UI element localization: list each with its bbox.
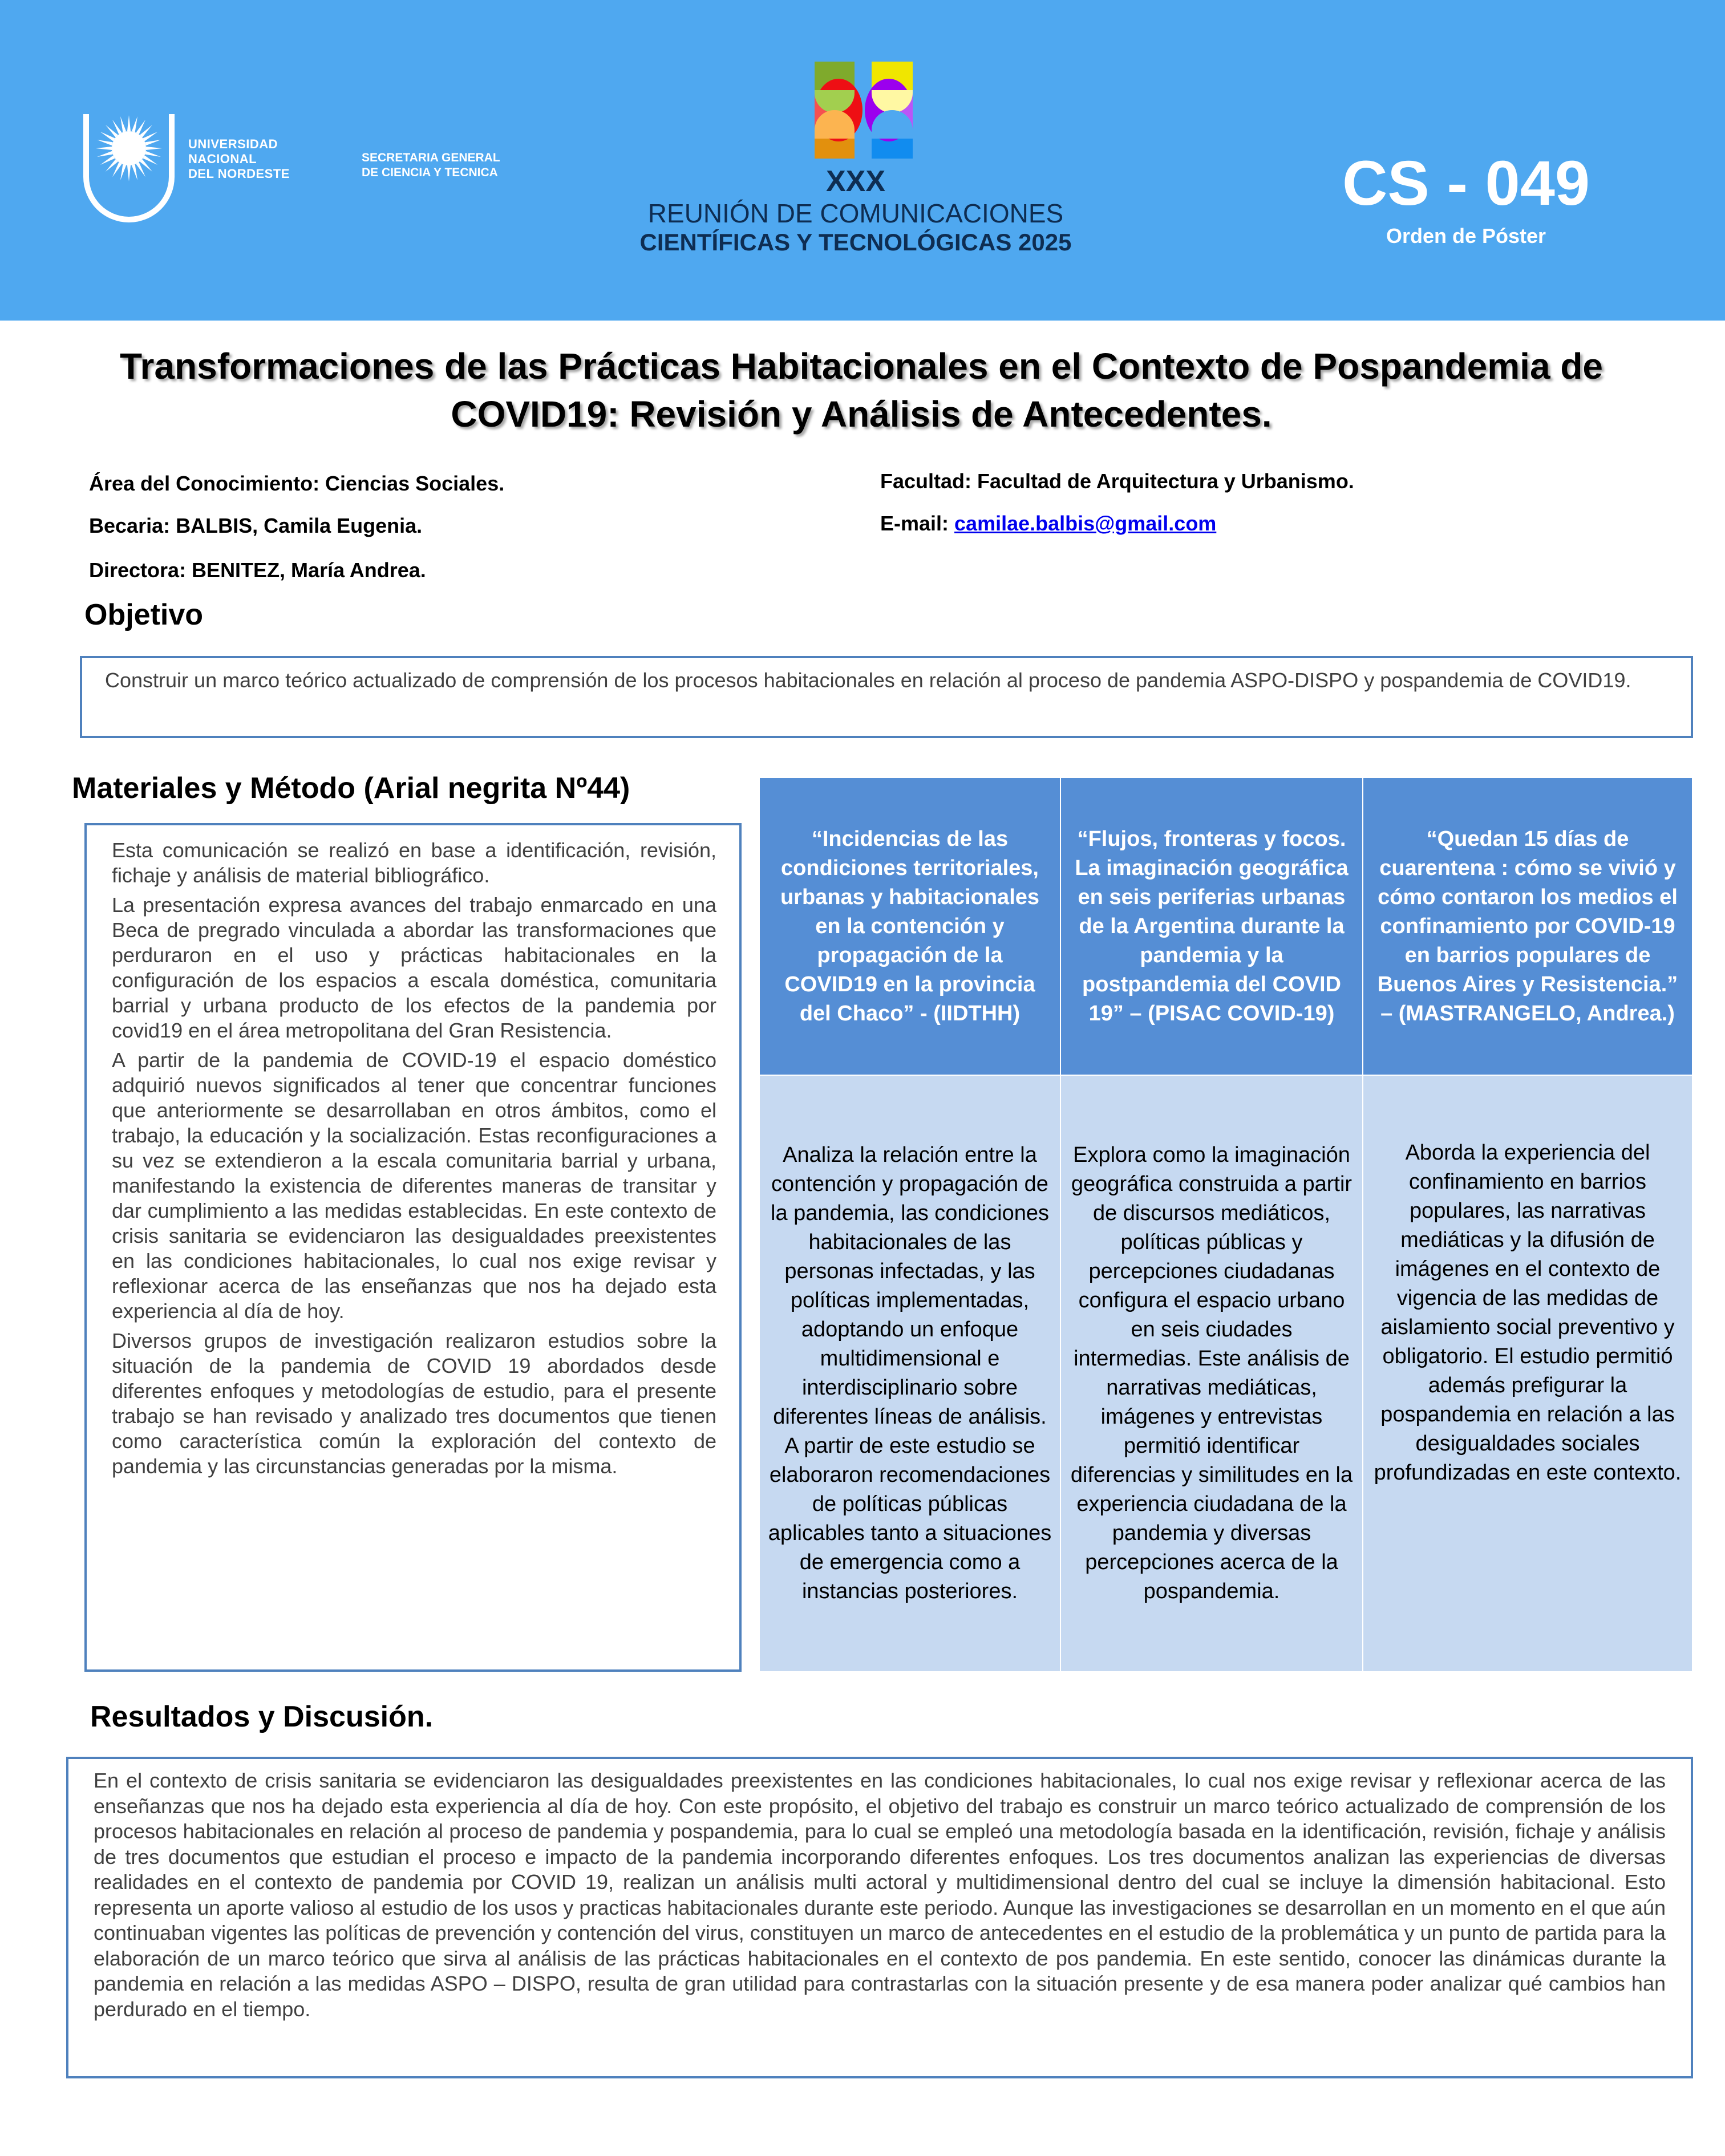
table-header-row	[759, 777, 1692, 1075]
poster-title: Transformaciones de las Prácticas Habitacionales en el Contexto de Pospandemia de COVID19: Revisión y Análisis de Antecedentes.	[119, 346, 1603, 435]
poster-order-label: Orden de Póster	[1386, 224, 1546, 248]
poster-code: CS - 049	[1342, 148, 1590, 218]
secretaria-name: SECRETARIA GENERAL DE CIENCIA Y TECNICA	[362, 151, 500, 179]
documents-table	[759, 777, 1693, 1672]
table-cell: Aborda la experiencia del confinamiento en barrios populares, las narrativas mediáticas y la difusión de imágenes en el contexto de vigencia de las medidas de aislamiento social preventivo y obligatorio. El estudio permitió además prefigurar la pospandemia en relación a las desigualdades sociales profundizadas en este contexto.	[1363, 1075, 1692, 1672]
materiales-heading: Materiales y Método (Arial negrita Nº44)	[72, 772, 630, 805]
resultados-box	[66, 1757, 1693, 2078]
header-banner	[0, 0, 1725, 321]
event-logo-icon	[815, 62, 913, 159]
table-cell: Analiza la relación entre la contención y propagación de la pandemia, las condiciones habitacionales de las personas infectadas, y las políticas implementadas, adoptando un enfoque multidimensional e interdisciplinario sobre diferentes líneas de análisis. A partir de este estudio se elaboraron recomendaciones de políticas públicas aplicables tanto a situaciones de emergencia como a instancias posteriores.	[759, 1075, 1060, 1672]
table-cell: Explora como la imaginación geográfica construida a partir de discursos mediáticos, políticas públicas y percepciones ciudadanas configura el espacio urbano en seis ciudades intermedias. Este análisis de narrativas mediáticas, imágenes y entrevistas permitió identificar diferencias y similitudes en la experiencia ciudadana de la pandemia y diversas percepciones acerca de la pospandemia.	[1060, 1075, 1363, 1672]
university-name: UNIVERSIDAD NACIONAL DEL NORDESTE	[188, 137, 290, 181]
resultados-paragraph: En el contexto de crisis sanitaria se evidenciaron las desigualdades preexistentes en las condiciones habitacionales, lo cual nos exige revisar y reflexionar acerca de las enseñanzas que nos ha dejado esta experiencia al día de hoy. Con este propósito, el objetivo del trabajo es construir un marco teórico actualizado de comprensión de los procesos habitacionales en relación al proceso de pandemia y pospandemia, para lo cual se empleó una metodología basada en la identificación, revisión, fichaje y análisis de tres documentos que estudian el proceso e impacto de la pandemia incorporando diferentes enfoques. Los tres documentos analizan las experiencias de diversas realidades en el contexto de pandemia por COVID 19, realizan un análisis multi actoral y multidimensional dentro del cual se incluye la dimensión habitacional. Esto representa un aporte valioso al estudio de los usos y practicas habitacionales durante este periodo. Aunque las investigaciones se desarrollan en un momento en el que aún continuaban vigentes las políticas de prevención y contención del virus, constituyen un marco de antecedentes en el estudio de la problemática y un punto de partida para la elaboración de un marco teórico que sirva al análisis de las prácticas habitacionales en el contexto de pos pandemia. En este sentido, conocer las dinámicas durante la pandemia en relación a las medidas ASPO – DISPO, resulta de gran utilidad para contrastarlas con la situación presente y de esa manera poder analizar qué cambios han perdurado en el tiempo.	[94, 1769, 1666, 2021]
resultados-heading: Resultados y Discusión.	[90, 1700, 434, 1733]
email-link[interactable]: camilae.balbis@gmail.com	[954, 512, 1217, 535]
materiales-paragraph: A partir de la pandemia de COVID-19 el espacio doméstico adquirió nuevos significados al tener que concentrar funciones que anteriormente se desarrollaban en otros ámbitos, como el trabajo, la educación y la socialización. Estas reconfiguraciones a su vez se extendieron a la escala comunitaria barrial y urbana, manifestando la existencia de diferentes maneras de transitar y dar cumplimiento a las medidas establecidas. En este contexto de crisis sanitaria se evidenciaron las desigualdades preexistentes en las condiciones habitacionales, lo cual nos exige revisar y reflexionar acerca de las enseñanzas que nos ha dejado esta experiencia al día de hoy.	[112, 1048, 716, 1323]
table-header-cell: “Incidencias de las condiciones territoriales, urbanas y habitacionales en la contención y propagación de la COVID19 en la provincia del Chaco” - (IIDTHH)	[759, 777, 1060, 1075]
materiales-paragraph: Diversos grupos de investigación realizaron estudios sobre la situación de la pandemia de COVID 19 abordados desde diferentes enfoques y metodologías de estudio, para el presente trabajo se han revisado y analizado tres documentos que tienen como característica común la exploración del contexto de pandemia y las circunstancias generadas por la misma.	[112, 1329, 716, 1478]
materiales-paragraph: Esta comunicación se realizó en base a identificación, revisión, fichaje y análisis de material bibliográfico.	[112, 838, 716, 887]
unne-logo-icon	[83, 114, 175, 222]
table-row	[759, 1075, 1692, 1672]
objetivo-box	[80, 656, 1693, 738]
materiales-paragraph: La presentación expresa avances del trabajo enmarcado en una Beca de pregrado vinculada a abordar las transformaciones que perduraron en el uso y prácticas habitacionales en la configuración de los espacios a escala doméstica, comunitaria barrial y urbana producto de los efectos de la pandemia por covid19 en el área metropolitana del Gran Resistencia.	[112, 893, 716, 1042]
event-edition: XXX	[825, 165, 886, 198]
resultados-text	[94, 1768, 1666, 2022]
faculty-name: Facultad: Facultad de Arquitectura y Urbanismo.	[880, 469, 1354, 493]
table-header-cell: “Quedan 15 días de cuarentena : cómo se vivió y cómo contaron los medios el confinamiento por COVID-19 en barrios populares de Buenos Aires y Resistencia.” – (MASTRANGELO, Andrea.)	[1363, 777, 1692, 1075]
objetivo-text: Construir un marco teórico actualizado de comprensión de los procesos habitacionales en relación al proceso de pandemia ASPO-DISPO y pospandemia de COVID19.	[105, 668, 1631, 692]
event-name-line1: REUNIÓN DE COMUNICACIONES	[647, 198, 1064, 228]
materiales-box	[84, 823, 742, 1672]
email-label: E-mail:	[880, 512, 955, 535]
scholar-name: Becaria: BALBIS, Camila Eugenia.	[89, 514, 423, 537]
email-line	[880, 511, 1216, 536]
knowledge-area: Área del Conocimiento: Ciencias Sociales.	[89, 472, 505, 495]
table-header-cell: “Flujos, fronteras y focos. La imaginación geográfica en seis periferias urbanas de la Argentina durante la pandemia y la postpandemia del COVID 19” – (PISAC COVID-19)	[1060, 777, 1363, 1075]
materiales-text	[112, 838, 716, 1479]
event-name-line2: CIENTÍFICAS Y TECNOLÓGICAS 2025	[639, 229, 1072, 256]
objetivo-heading: Objetivo	[84, 598, 204, 631]
director-name: Directora: BENITEZ, María Andrea.	[89, 558, 426, 582]
